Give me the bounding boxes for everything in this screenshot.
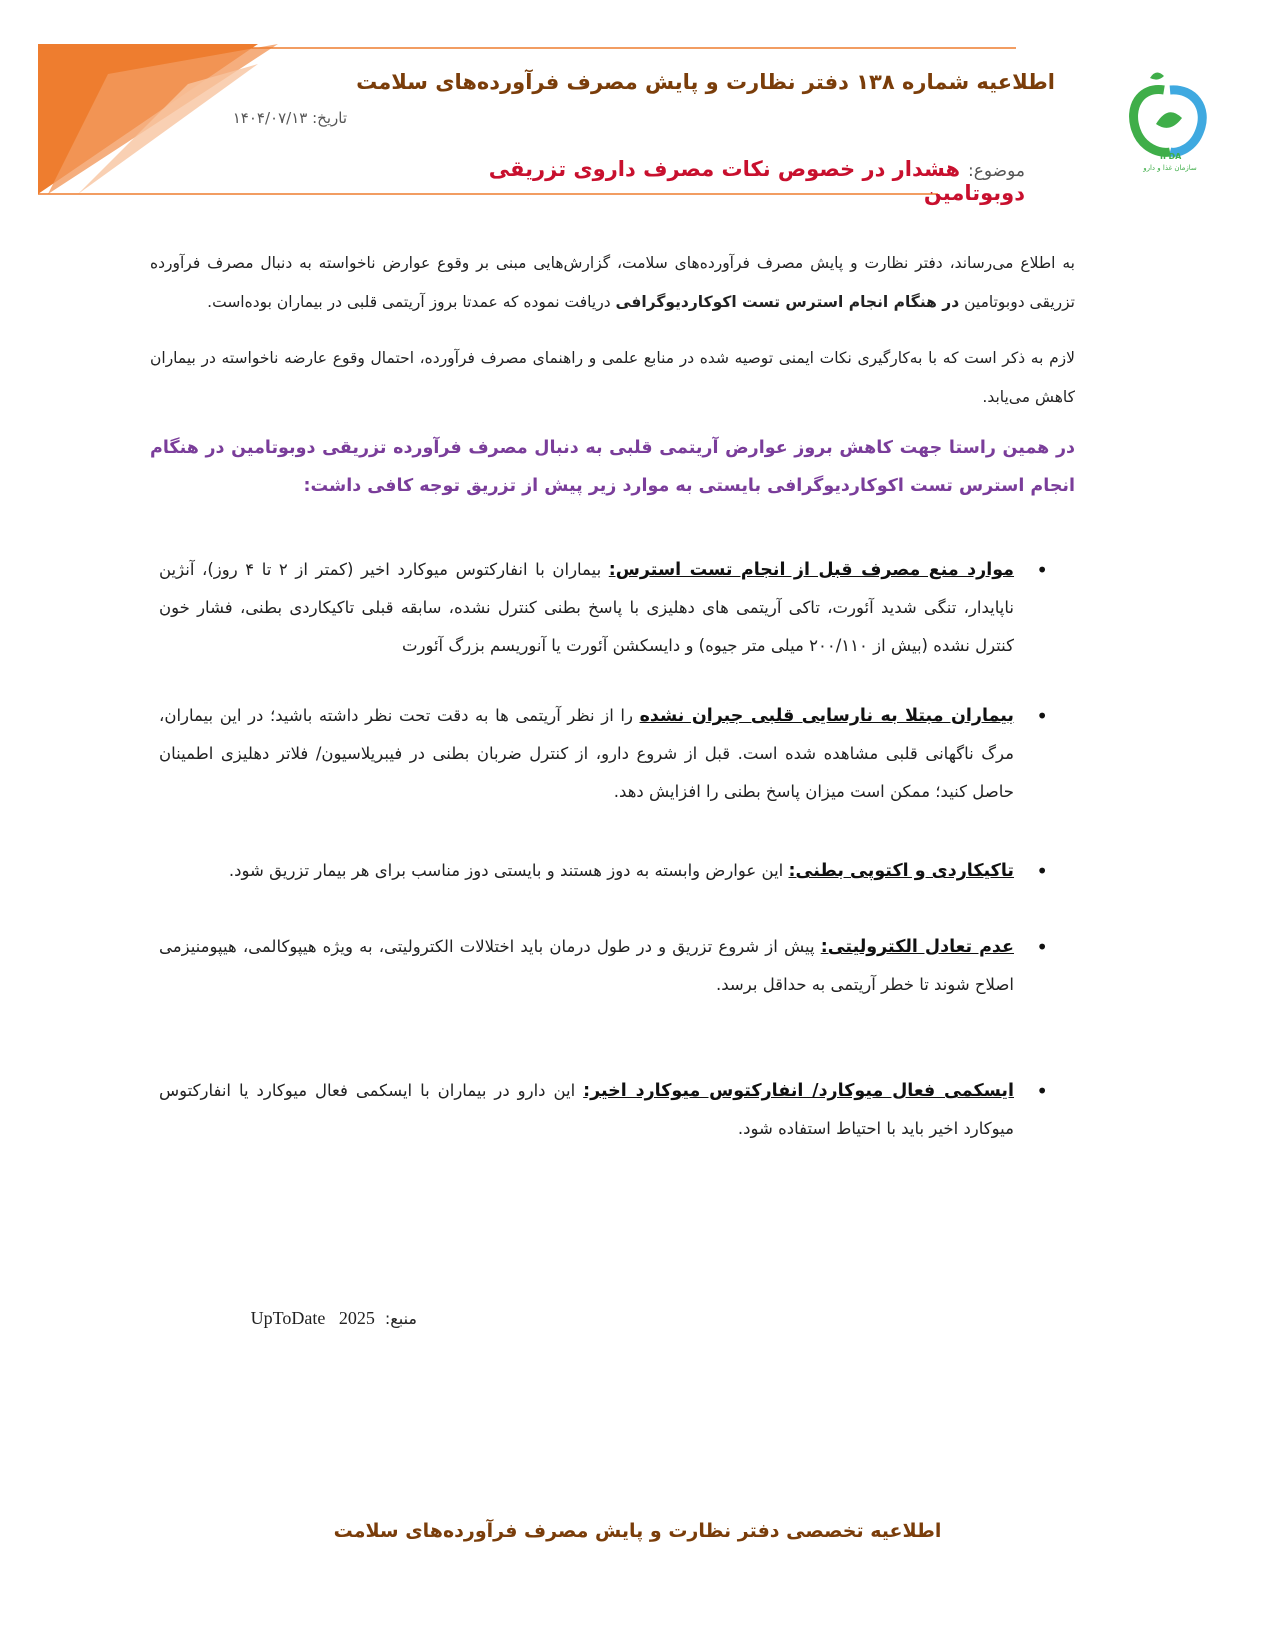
ifda-emblem-icon xyxy=(1126,68,1210,178)
bullet-dot-icon: • xyxy=(1036,704,1048,728)
bullet-title: موارد منع مصرف قبل از انجام تست استرس: xyxy=(608,560,1015,580)
logo-acronym: IFDA xyxy=(1160,152,1182,161)
notice-title: اطلاعیه شماره ۱۳۸ دفتر نظارت و پایش مصرف فرآورده‌های سلامت xyxy=(356,70,1055,94)
logo-org-name: سازمان غذا و دارو xyxy=(1143,164,1197,172)
bullet-dot-icon: • xyxy=(1036,1079,1048,1103)
bullet-text: پیش از شروع تزریق و در طول درمان باید اختلالات الکترولیتی، به ویژه هیپوکالمی، هیپومنیزمی اصلاح شوند تا خطر آریتمی به حداقل برسد. xyxy=(159,937,1014,994)
notice-subject xyxy=(385,157,1025,205)
bullet-text: این عوارض وابسته به دوز هستند و بایستی دوز مناسب برای هر بیمار تزریق شود. xyxy=(228,861,789,880)
bullet-title: عدم تعادل الکترولیتی: xyxy=(820,937,1014,957)
note-paragraph: لازم به ذکر است که با به‌کارگیری نکات ایمنی توصیه شده در منابع علمی و راهنمای مصرف فرآورده، احتمال وقوع عارضه ناخواسته در بیماران کاهش می‌یابد. xyxy=(150,349,1075,406)
bullet-title: ایسکمی فعال میوکارد/ انفارکتوس میوکارد اخیر: xyxy=(583,1081,1014,1101)
page-footer: اطلاعیه تخصصی دفتر نظارت و پایش مصرف فرآورده‌های سلامت xyxy=(333,1520,942,1542)
bullet-text: این دارو در بیماران با ایسکمی فعال میوکارد یا انفارکتوس میوکارد اخیر باید با احتیاط استفاده شود. xyxy=(159,1081,1014,1138)
bullet-dot-icon: • xyxy=(1036,558,1048,582)
bullet-title: بیماران مبتلا به نارسایی قلبی جبران نشده xyxy=(639,706,1014,726)
bullet-item-contraindications xyxy=(159,551,1048,665)
bullet-dot-icon: • xyxy=(1036,859,1048,883)
bullet-item-heart-failure xyxy=(159,697,1048,811)
bullet-item-tachycardia xyxy=(159,852,1048,890)
emphasis-paragraph: در همین راستا جهت کاهش بروز عوارض آریتمی قلبی به دنبال مصرف فرآورده تزریقی دوبوتامین در هنگام انجام استرس تست اکوکاردیوگرافی بایستی به موارد زیر پیش از تزریق توجه کافی داشت: xyxy=(150,438,1075,496)
bullet-text: بیماران با انفارکتوس میوکارد اخیر (کمتر از ۲ تا ۴ روز)، آنژین ناپایدار، تنگی شدید آئورت، تاکی آریتمی های دهلیزی با پاسخ بطنی کنترل نشده، سابقه قبلی تاکیکاردی بطنی، فشار خون کنترل نشده (بیش از ۲۰۰/۱۱۰ میلی متر جیوه) و دایسکشن آئورت یا آنوریسم بزرگ آئورت xyxy=(159,560,1014,655)
bullet-text: را از نظر آریتمی ها به دقت تحت نظر داشته باشید؛ در این بیماران، مرگ ناگهانی قلبی مشاهده شده است. قبل از شروع دارو، از کنترل ضربان بطنی در فیبریلاسیون/ فلاتر دهلیزی اطمینان حاصل کنید؛ ممکن است میزان پاسخ بطنی را افزایش دهد. xyxy=(159,706,1014,801)
intro-bold-text: در هنگام انجام استرس تست اکوکاردیوگرافی xyxy=(615,293,960,311)
subject-label: موضوع: xyxy=(968,161,1025,181)
bullet-item-electrolytes xyxy=(159,928,1048,1004)
bullet-item-ischemia xyxy=(159,1072,1048,1148)
source-value: UpToDate 2025 xyxy=(250,1308,375,1328)
intro-text-2: دریافت نموده که عمدتا بروز آریتمی قلبی در بیماران بوده‌است. xyxy=(207,293,611,311)
source-reference xyxy=(157,1308,417,1329)
bullet-title: تاکیکاردی و اکتوپی بطنی: xyxy=(788,861,1014,881)
subject-value: هشدار در خصوص نکات مصرف داروی تزریقی دوبوتامین xyxy=(488,157,1025,205)
date-label: تاریخ: xyxy=(312,109,347,127)
bullet-dot-icon: • xyxy=(1036,935,1048,959)
ifda-logo xyxy=(1126,68,1210,182)
intro-text-1: به اطلاع می‌رساند، دفتر نظارت و پایش مصرف فرآورده‌های سلامت، گزارش‌هایی مبنی بر وقوع عوارض ناخواسته به دنبال مصرف فرآورده تزریقی دوبوتامین xyxy=(150,254,1075,311)
intro-paragraph xyxy=(150,244,1075,322)
source-label: منبع: xyxy=(384,1309,417,1328)
date-value: ۱۴۰۴/۰۷/۱۳ xyxy=(232,109,308,127)
notice-date xyxy=(187,109,347,127)
